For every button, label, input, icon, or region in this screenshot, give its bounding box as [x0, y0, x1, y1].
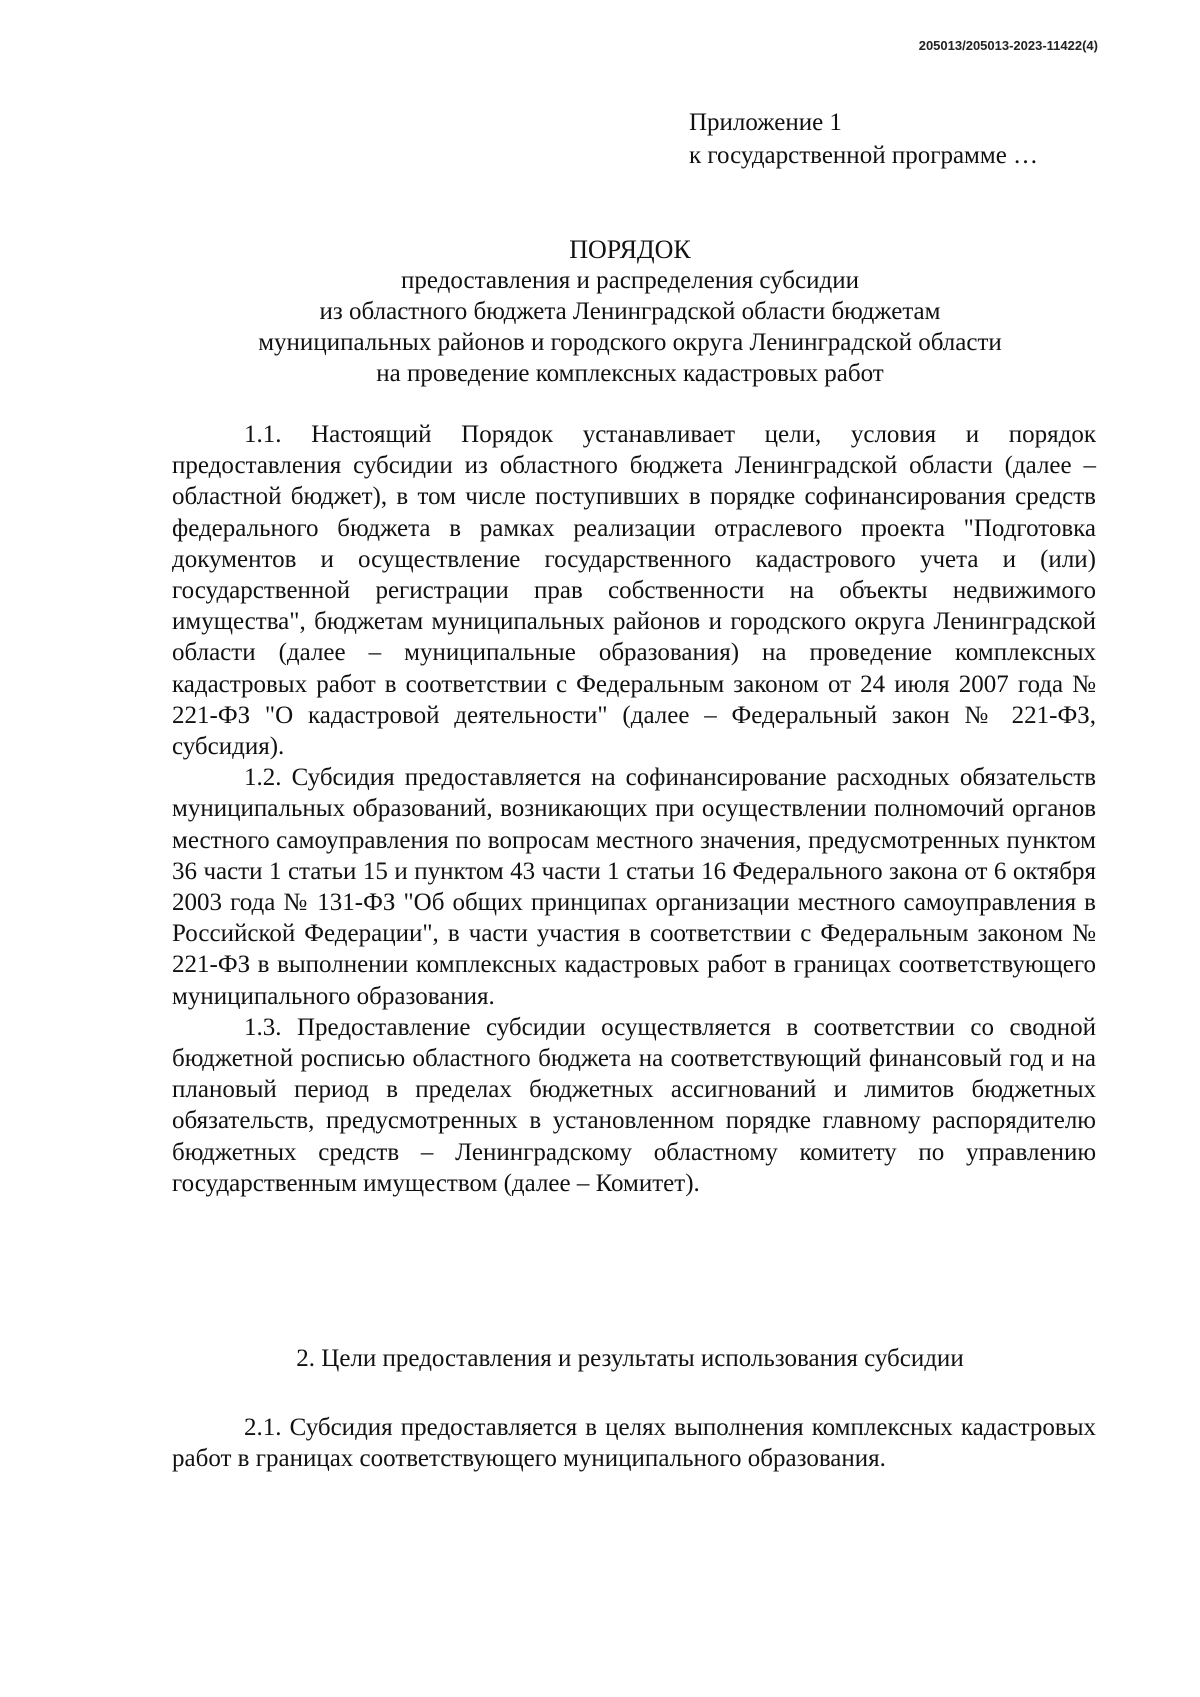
paragraph-1-3: 1.3. Предоставление субсидии осуществляется в соответствии со сводной бюджетной росписью областного бюджета на соответствующий финансовый год и на плановый период в пределах бюджетных ассигнований и лимитов бюджетных обязательств, предусмотренных в установленном порядке главному распорядителю бюджетных средств – Ленинградскому областному комитету по управлению государственным имуществом (далее – Комитет).: [172, 1013, 1096, 1197]
appendix-note: [689, 106, 1038, 172]
section-1-body: [172, 419, 1096, 1199]
appendix-line-1: Приложение 1: [689, 109, 842, 136]
section-2-heading: 2. Цели предоставления и результаты использования субсидии: [296, 1345, 964, 1372]
paragraph-1-2: 1.2. Субсидия предоставляется на софинансирование расходных обязательств муниципальных образований, возникающих при осуществлении полномочий органов местного самоуправления по вопросам местного значения, предусмотренных пунктом 36 части 1 статьи 15 и пунктом 43 части 1 статьи 16 Федерального закона от 6 октября 2003 года № 131-ФЗ "Об общих принципах организации местного самоуправления в Российской Федерации", в части участия в соответствии с Федеральным законом № 221-ФЗ в выполнении комплексных кадастровых работ в границах соответствующего муниципального образования.: [172, 764, 1096, 1010]
section-2-body: [172, 1412, 1096, 1474]
paragraph-1-1: 1.1. Настоящий Порядок устанавливает цели, условия и порядок предоставления субсидии из областного бюджета Ленинградской области (далее – областной бюджет), в том числе поступивших в порядке софинансирования средств федерального бюджета в рамках реализации отраслевого проекта "Подготовка документов и осуществление государственного кадастрового учета и (или) государственной регистрации прав собственности на объекты недвижимого имущества", бюджетам муниципальных районов и городского округа Ленинградской области (далее – муниципальные образования) на проведение комплексных кадастровых работ в соответствии с Федеральным законом от 24 июля 2007 года № 221-ФЗ "О кадастровой деятельности" (далее – Федеральный закон № 221-ФЗ, субсидия).: [172, 421, 1096, 761]
title-main: ПОРЯДОК: [569, 235, 691, 264]
title-line-3: муниципальных районов и городского округа Ленинградской области: [258, 329, 1002, 356]
document-title: [0, 234, 1200, 389]
title-line-1: предоставления и распределения субсидии: [401, 267, 859, 294]
paragraph-2-1: 2.1. Субсидия предоставляется в целях выполнения комплексных кадастровых работ в границах соответствующего муниципального образования.: [172, 1414, 1096, 1473]
title-line-4: на проведение комплексных кадастровых работ: [376, 360, 884, 387]
title-line-2: из областного бюджета Ленинградской области бюджетам: [319, 298, 941, 325]
document-id: 205013/205013-2023-11422(4): [918, 38, 1098, 53]
appendix-line-2: к государственной программе …: [689, 142, 1039, 169]
